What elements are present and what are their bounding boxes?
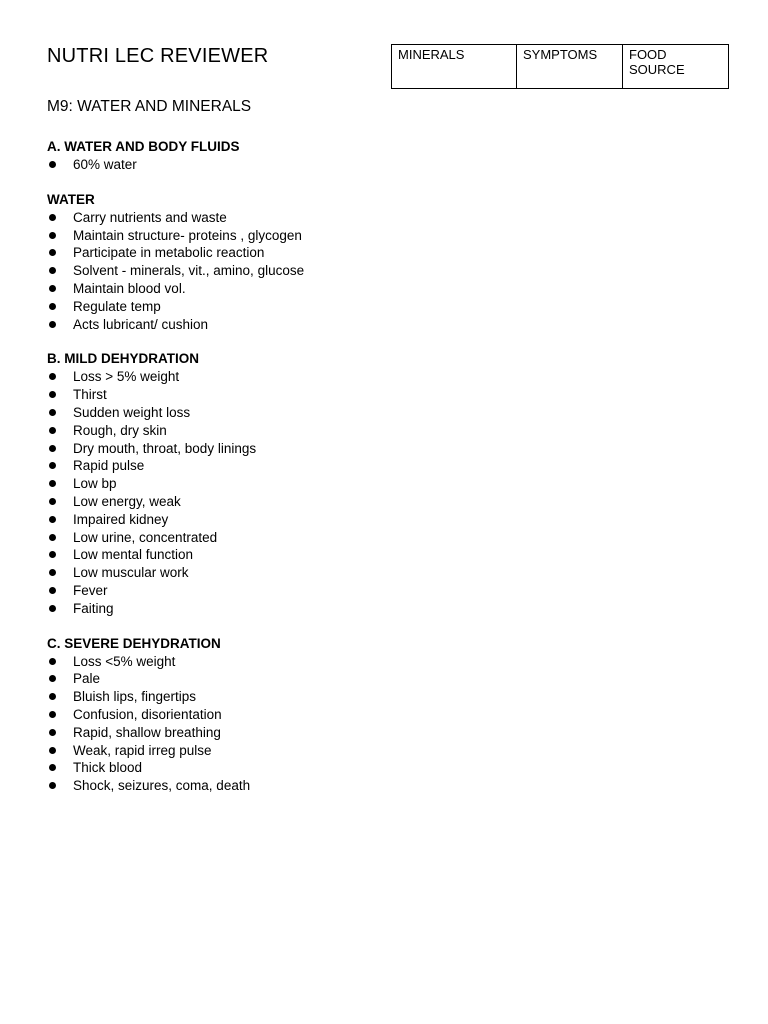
list-item bbox=[47, 653, 367, 671]
bullet-icon bbox=[49, 321, 56, 328]
section-spacer bbox=[47, 174, 367, 191]
list-item-text: Acts lubricant/ cushion bbox=[73, 316, 209, 332]
section-heading: A. WATER AND BODY FLUIDS bbox=[47, 139, 240, 154]
list-item-text: Low mental function bbox=[73, 547, 194, 563]
list-item bbox=[47, 280, 367, 298]
list-item bbox=[47, 209, 367, 227]
bullet-icon bbox=[49, 445, 56, 452]
bullet-icon bbox=[49, 782, 56, 789]
list-item-text: 60% water bbox=[73, 157, 137, 172]
table-header-row bbox=[392, 45, 729, 89]
minerals-table bbox=[391, 44, 729, 89]
list-item-text: Carry nutrients and waste bbox=[73, 209, 227, 225]
list-item bbox=[47, 386, 367, 404]
bullet-icon bbox=[49, 551, 56, 558]
section-spacer bbox=[47, 618, 367, 635]
bullet-icon bbox=[49, 729, 56, 736]
list-item-text: Rapid, shallow breathing bbox=[73, 724, 221, 740]
list-item-text: Rough, dry skin bbox=[73, 422, 167, 438]
bullet-icon bbox=[49, 675, 56, 682]
list-item bbox=[47, 511, 367, 529]
list-item bbox=[47, 422, 367, 440]
list-item-text: Loss <5% weight bbox=[73, 653, 176, 669]
bullet-icon bbox=[49, 711, 56, 718]
list-item-text: Dry mouth, throat, body linings bbox=[73, 440, 257, 456]
bullet-icon bbox=[49, 285, 56, 292]
list-item bbox=[47, 316, 367, 334]
header-minerals: MINERALS bbox=[392, 45, 517, 89]
list-item bbox=[47, 688, 367, 706]
list-item-text: Confusion, disorientation bbox=[73, 706, 222, 722]
list-item bbox=[47, 670, 367, 688]
list-item bbox=[47, 404, 367, 422]
list-item-text: Thirst bbox=[73, 387, 107, 403]
list-item bbox=[47, 759, 367, 777]
bullet-icon bbox=[49, 534, 56, 541]
list-item-text: Participate in metabolic reaction bbox=[73, 245, 265, 261]
bullet-icon bbox=[49, 498, 56, 505]
document-title: NUTRI LEC REVIEWER bbox=[47, 45, 269, 67]
list-item bbox=[47, 227, 367, 245]
list-item-text: Maintain blood vol. bbox=[73, 280, 186, 296]
bullet-icon bbox=[49, 605, 56, 612]
list-item bbox=[47, 564, 367, 582]
bullet-icon bbox=[49, 747, 56, 754]
section-spacer bbox=[47, 333, 367, 350]
list-item bbox=[47, 706, 367, 724]
list-item bbox=[47, 440, 367, 458]
bullet-icon bbox=[49, 409, 56, 416]
bullet-icon bbox=[49, 214, 56, 221]
bullet-icon bbox=[49, 267, 56, 274]
list-item-text: Pale bbox=[73, 671, 101, 687]
section-heading: B. MILD DEHYDRATION bbox=[47, 351, 199, 367]
bullet-icon bbox=[49, 587, 56, 594]
bullet-icon bbox=[49, 232, 56, 239]
section-heading: C. SEVERE DEHYDRATION bbox=[47, 635, 221, 651]
list-item bbox=[47, 457, 367, 475]
list-item bbox=[47, 244, 367, 262]
module-title: M9: WATER AND MINERALS bbox=[47, 98, 252, 115]
list-item bbox=[47, 156, 367, 174]
list-item-text: Sudden weight loss bbox=[73, 404, 191, 420]
header-symptoms: SYMPTOMS bbox=[517, 45, 623, 89]
bullet-icon bbox=[49, 373, 56, 380]
list-item bbox=[47, 368, 367, 386]
list-item-text: Impaired kidney bbox=[73, 511, 169, 527]
bullet-icon bbox=[49, 569, 56, 576]
list-item-text: Weak, rapid irreg pulse bbox=[73, 742, 212, 758]
section-heading: WATER bbox=[47, 191, 95, 207]
list-item-text: Maintain structure- proteins , glycogen bbox=[73, 227, 302, 243]
bullet-list bbox=[47, 209, 367, 334]
list-item-text: Low urine, concentrated bbox=[73, 529, 218, 545]
bullet-icon bbox=[49, 693, 56, 700]
bullet-icon bbox=[49, 427, 56, 434]
notes-sections bbox=[47, 138, 367, 795]
list-item bbox=[47, 582, 367, 600]
list-item bbox=[47, 493, 367, 511]
list-item bbox=[47, 546, 367, 564]
list-item-text: Thick blood bbox=[73, 760, 143, 776]
list-item-text: Shock, seizures, coma, death bbox=[73, 778, 251, 794]
bullet-list bbox=[47, 653, 367, 795]
list-item-text: Low muscular work bbox=[73, 565, 189, 581]
list-item bbox=[47, 742, 367, 760]
list-item bbox=[47, 777, 367, 795]
list-item bbox=[47, 475, 367, 493]
list-item-text: Loss > 5% weight bbox=[73, 369, 180, 385]
list-item bbox=[47, 724, 367, 742]
list-item bbox=[47, 262, 367, 280]
bullet-icon bbox=[49, 161, 56, 168]
list-item-text: Faiting bbox=[73, 600, 114, 616]
list-item bbox=[47, 298, 367, 316]
list-item-text: Rapid pulse bbox=[73, 458, 145, 474]
bullet-icon bbox=[49, 480, 56, 487]
list-item-text: Regulate temp bbox=[73, 298, 161, 314]
bullet-list bbox=[47, 156, 367, 174]
bullet-icon bbox=[49, 391, 56, 398]
bullet-icon bbox=[49, 516, 56, 523]
bullet-icon bbox=[49, 764, 56, 771]
list-item-text: Bluish lips, fingertips bbox=[73, 689, 197, 705]
bullet-icon bbox=[49, 658, 56, 665]
bullet-icon bbox=[49, 462, 56, 469]
list-item-text: Fever bbox=[73, 582, 108, 598]
bullet-list bbox=[47, 368, 367, 617]
list-item-text: Solvent - minerals, vit., amino, glucose bbox=[73, 263, 305, 279]
bullet-icon bbox=[49, 303, 56, 310]
list-item bbox=[47, 600, 367, 618]
bullet-icon bbox=[49, 249, 56, 256]
header-food-source: FOOD SOURCE bbox=[623, 45, 729, 89]
list-item-text: Low energy, weak bbox=[73, 493, 181, 509]
list-item-text: Low bp bbox=[73, 476, 117, 492]
list-item bbox=[47, 529, 367, 547]
